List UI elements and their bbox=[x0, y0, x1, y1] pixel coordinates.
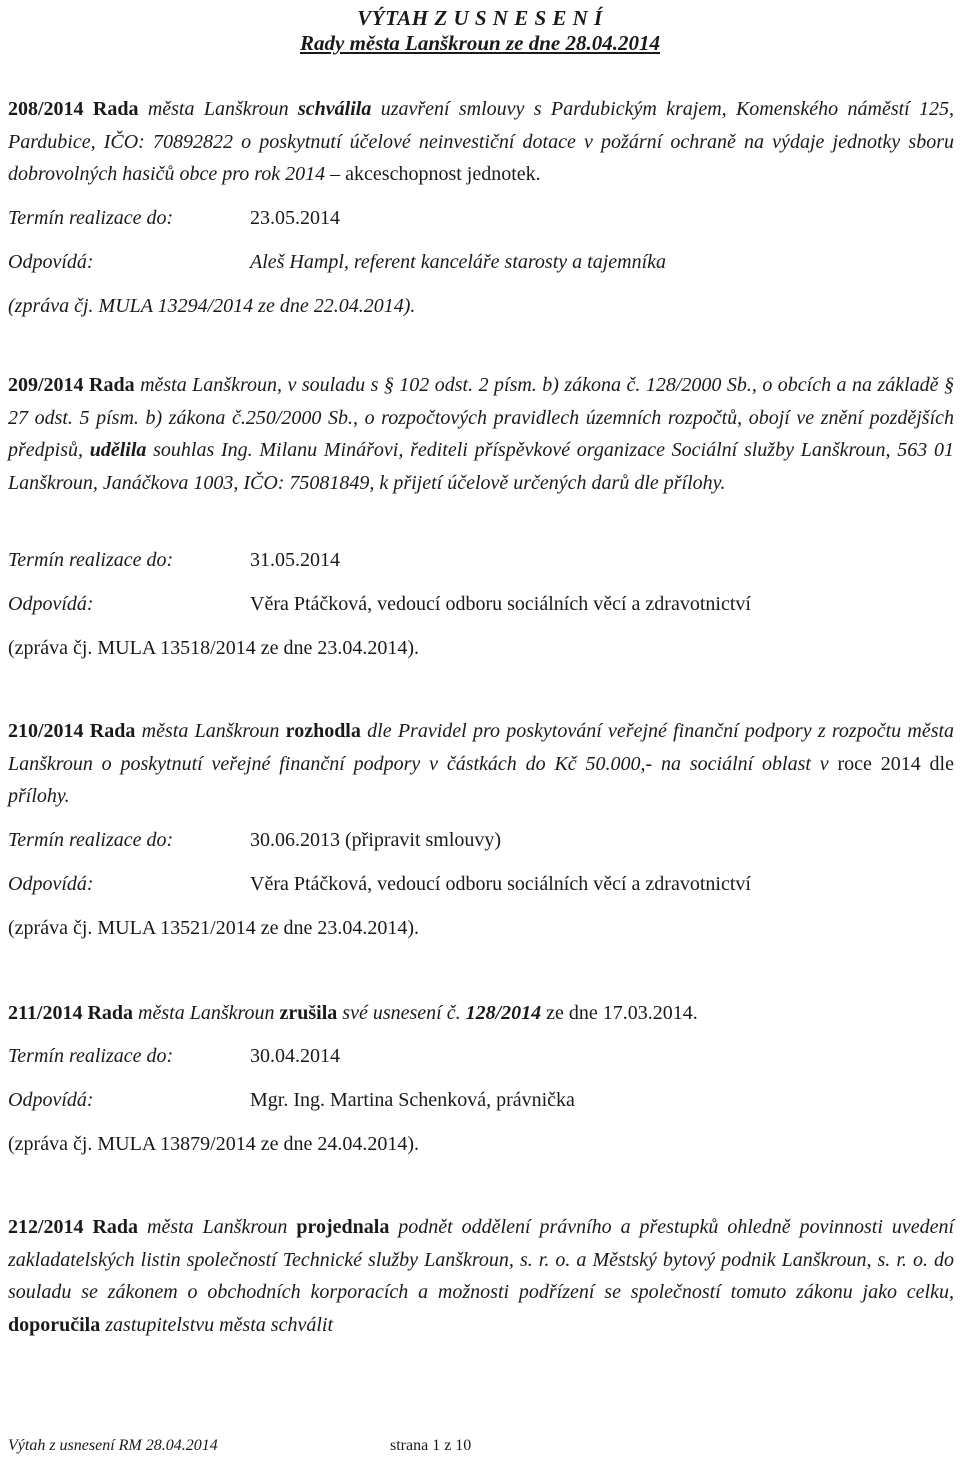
page-footer bbox=[8, 1437, 472, 1455]
resolution-209-text: 209/2014 Rada města Lanškroun, v souladu s § 102 odst. 2 písm. b) zákona č. 128/2000 Sb., o obcích a na základě § 27 odst. 5 písm. b) zákona č.250/2000 Sb., o rozpočtových pravidlech územních rozpočtů, obojí ve znění pozdějších předpisů, udělila souhlas Ing. Milanu Minářovi, řediteli příspěvkové organizace Sociální služby Lanškroun, 563 01 Lanškroun, Janáčkova 1003, IČO: 75081849, k přijetí účelově určených darů dle přílohy. bbox=[8, 374, 955, 494]
report-reference: (zpráva čj. MULA 13294/2014 ze dne 22.04.2014). bbox=[8, 295, 416, 317]
resolution-number: 210/2014 Rada bbox=[8, 720, 136, 742]
resolution-number: 212/2014 Rada bbox=[8, 1216, 139, 1238]
resolution-verb-secondary: doporučila bbox=[8, 1313, 101, 1336]
term-value: 30.06.2013 (připravit smlouvy) bbox=[250, 829, 502, 851]
resolution-212-text: 212/2014 Rada města Lanškroun projednala podnět oddělení právního a přestupků ohledně povinnosti uvedení zakladatelských listin společností Technické služby Lanškroun, s. r. o. a Městský bytový podnik Lanškroun, s. r. o. do souladu se zákonem o obchodních korporacích a možnosti podřízení se společností tomuto zákonu jako celku, doporučila zastupitelstvu města schválit bbox=[8, 1216, 955, 1336]
rada-word: Rada bbox=[92, 98, 139, 120]
responsible-value: Věra Ptáčková, vedoucí odboru sociálních věcí a zdravotnictví bbox=[250, 593, 751, 615]
term-label: Termín realizace do: bbox=[8, 1045, 174, 1067]
term-value: 31.05.2014 bbox=[250, 549, 340, 571]
referenced-resolution: 128/2014 bbox=[465, 1002, 542, 1024]
resolution-verb: zrušila bbox=[279, 1002, 338, 1024]
resolution-210-text: 210/2014 Rada města Lanškroun rozhodla dle Pravidel pro poskytování veřejné finanční podpory z rozpočtu města Lanškroun o poskytnutí veřejné finanční podpory v částkách do Kč 50.000,- na sociální oblast v roce 2014 dle přílohy. bbox=[8, 720, 955, 808]
footer-document-name: Výtah z usnesení RM 28.04.2014 bbox=[8, 1437, 218, 1454]
responsible-value: Věra Ptáčková, vedoucí odboru sociálních věcí a zdravotnictví bbox=[250, 873, 751, 895]
resolution-number: 211/2014 Rada bbox=[8, 1002, 134, 1024]
term-label: Termín realizace do: bbox=[8, 207, 174, 229]
report-reference: (zpráva čj. MULA 13518/2014 ze dne 23.04.2014). bbox=[8, 637, 420, 659]
resolution-number: 209/2014 Rada bbox=[8, 374, 135, 396]
resolution-208-text: 208/2014 Rada města Lanškroun schválila uzavření smlouvy s Pardubickým krajem, Komenského náměstí 125, Pardubice, IČO: 70892822 o poskytnutí účelové neinvestiční dotace v požární ochraně na výdaje jednotky sboru dobrovolných hasičů obce pro rok 2014 – akceschopnost jednotek. bbox=[8, 98, 955, 186]
term-label: Termín realizace do: bbox=[8, 549, 174, 571]
responsible-label: Odpovídá: bbox=[8, 593, 94, 615]
resolution-verb: rozhodla bbox=[285, 720, 361, 742]
term-label: Termín realizace do: bbox=[8, 829, 174, 851]
report-reference: (zpráva čj. MULA 13879/2014 ze dne 24.04.2014). bbox=[8, 1133, 420, 1155]
responsible-label: Odpovídá: bbox=[8, 251, 94, 273]
resolution-verb: projednala bbox=[296, 1216, 390, 1238]
term-value: 23.05.2014 bbox=[250, 207, 340, 229]
resolution-number: 208/2014 bbox=[8, 98, 84, 120]
report-reference: (zpráva čj. MULA 13521/2014 ze dne 23.04.2014). bbox=[8, 917, 420, 939]
resolution-211-text: 211/2014 Rada města Lanškroun zrušila své usnesení č. 128/2014 ze dne 17.03.2014. bbox=[8, 1002, 698, 1024]
responsible-value: Mgr. Ing. Martina Schenková, právnička bbox=[250, 1089, 575, 1111]
responsible-label: Odpovídá: bbox=[8, 873, 94, 895]
document-title: VÝTAH Z U S N E S E N Í bbox=[357, 6, 603, 30]
term-value: 30.04.2014 bbox=[250, 1045, 340, 1067]
responsible-value: Aleš Hampl, referent kanceláře starosty a tajemníka bbox=[250, 251, 667, 273]
document-subtitle: Rady města Lanškroun ze dne 28.04.2014 bbox=[300, 31, 660, 55]
resolution-verb: udělila bbox=[89, 439, 147, 462]
page-number: strana 1 z 10 bbox=[390, 1437, 472, 1454]
resolution-verb: schválila bbox=[298, 98, 372, 120]
responsible-label: Odpovídá: bbox=[8, 1089, 94, 1111]
